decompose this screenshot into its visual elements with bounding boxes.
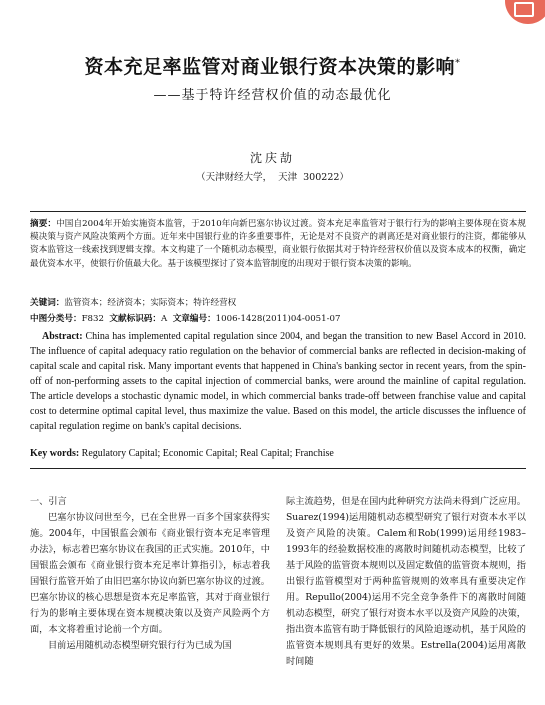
keywords-english xyxy=(30,446,526,461)
classification-line: 中图分类号：F832 文献标识码：A 文章编号：1006-1428(2011)04-0051-07 xyxy=(30,314,341,324)
abstract-cn-label: 摘要： xyxy=(30,219,57,229)
body-paragraph: 目前运用随机动态模型研究银行行为已成为国 xyxy=(48,640,232,651)
keywords-cn-label: 关键词： xyxy=(30,298,65,308)
author-affiliation: （天津财经大学， 天津 300222） xyxy=(196,172,349,183)
corner-badge-icon[interactable] xyxy=(505,0,545,24)
abstract-chinese xyxy=(30,218,526,271)
document-code: A xyxy=(161,314,168,324)
section-heading: 一、引言 xyxy=(30,496,67,507)
keywords-chinese xyxy=(30,297,526,310)
paper-subtitle: ——基于特许经营权价值的动态最优化 xyxy=(153,88,392,103)
author-name: 沈庆劼 xyxy=(249,151,295,165)
keywords-en-label: Key words: xyxy=(30,448,80,459)
article-number: 1006-1428(2011)04-0051-07 xyxy=(215,314,341,324)
title-footnote-mark: * xyxy=(455,57,461,69)
paper-title: 资本充足率监管对商业银行资本决策的影响* xyxy=(84,56,461,78)
abstract-english xyxy=(30,329,526,434)
clc-number: F832 xyxy=(81,314,104,324)
divider-top xyxy=(30,211,526,212)
body-paragraph: 际主流趋势，但是在国内此种研究方法尚未得到广泛应用。Suarez(1994)运用随机动态模型研究了银行对资本水平以及资产风险的决策。Calem和Rob(1999)运用经1983–1993年的经验数据校准的离散时间随机动态模型，比较了基于风险的监管资本规则以及固定数值的监管资本规则，指出银行监管模型对于两种监管规则的效率具有重要决定作用。Repullo(2004)运用不完全竞争条件下的离散时间随机动态模型，研究了银行对资本水平以及资产风险的决策，指出资本监管有助于降低银行的风险追逐动机，基于风险的监管资本规则具有更好的效果。Estrella(2004)运用离散时间随 xyxy=(286,496,526,667)
body-column-left xyxy=(30,494,270,654)
body-paragraph: 巴塞尔协议问世至今，已在全世界一百多个国家获得实施。2004年，中国银监会颁布《商业银行资本充足率管理办法》，标志着巴塞尔协议在我国的正式实施。2010年，中国银监会颁布《商业银行资本充足率计算指引》，标志着我国银行监管开始了由旧巴塞尔协议向新巴塞尔协议的过渡。巴塞尔协议的核心思想是资本充足率监管，其对于商业银行行为的影响主要体现在资本规模决策以及资产风险两个方面，本文将着重讨论前一个方面。 xyxy=(30,512,270,635)
keywords-cn-text: 监管资本；经济资本；实际资本；特许经营权 xyxy=(64,298,237,308)
abstract-cn-text: 中国自2004年开始实施资本监管，于2010年向新巴塞尔协议过渡。资本充足率监管对于银行行为的影响主要体现在资本规模决策与资产风险决策两个方面。近年来中国银行业的许多重要事件，无论是对不良资产的剥离还是对商业银行的注资，都能够从资本监管这一线索找到逻辑支撑。本文构建了一个随机动态模型，商业银行依据其对于特许经营权价值以及资本成本的权衡，确定最优资本水平，使银行价值最大化。基于该模型探讨了资本监管制度的出现对于银行资本决策的影响。 xyxy=(30,219,526,269)
keywords-en-text: Regulatory Capital; Economic Capital; Real Capital; Franchise xyxy=(81,448,334,459)
divider-bottom xyxy=(30,468,526,469)
body-column-right xyxy=(286,494,526,670)
abstract-en-label: Abstract: xyxy=(42,331,83,342)
abstract-en-text: China has implemented capital regulation since 2004, and began the transition to new Basel Accord in 2010. The influence of capital adequacy ratio regulation on the behavior of commercial banks are reflected in decision-making of capital scale and capital risk. Many important events that happened in China's banking sector in recent years, from the spin-off of non-performing assets to the capital injection of commercial banks, were around the mainline of capital regulation. The article develops a stochastic dynamic model, in which commercial banks trade-off between franchise value and capital cost to determine optimal capital level, thus maximize the value. Based on this model, the article discusses the influence of capital regulation regime on bank's capital decisions. xyxy=(30,331,526,432)
